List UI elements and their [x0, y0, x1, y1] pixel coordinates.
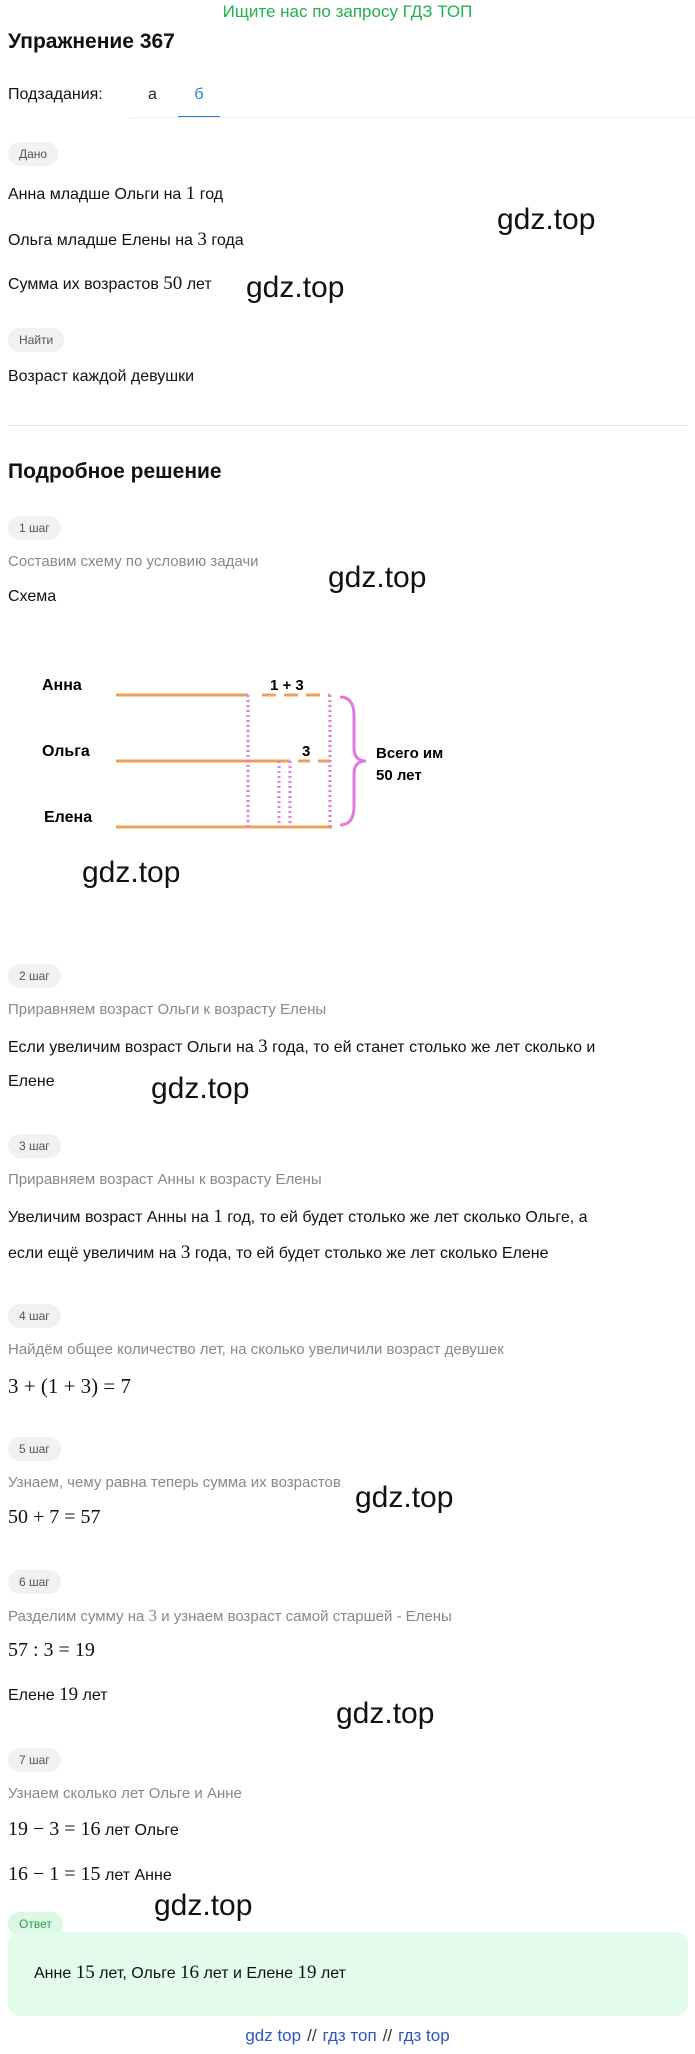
step-1-desc: Составим схему по условию задачи	[8, 553, 259, 570]
scheme-label-mid: 3	[302, 743, 311, 760]
age-scheme	[30, 660, 470, 845]
page-title: Упражнение 367	[8, 30, 175, 53]
step-2-desc: Приравняем возраст Ольги к возрасту Елены	[8, 1001, 327, 1018]
subtasks-label: Подзадания:	[8, 86, 103, 103]
watermark: gdz.top	[151, 1072, 250, 1105]
find-text: Возраст каждой девушки	[8, 368, 195, 385]
step-7-formula-2: 16 − 1 = 15 лет Анне	[8, 1863, 172, 1885]
watermark: gdz.top	[246, 271, 345, 304]
step-3-text-2: если ещё увеличим на 3 года, то ей будет столько же лет сколько Елене	[8, 1242, 549, 1263]
step-7-formula-1: 19 − 3 = 16 лет Ольге	[8, 1818, 179, 1840]
find-badge: Найти	[8, 328, 64, 352]
step-1-badge: 1 шаг	[8, 516, 61, 540]
footer-link-gdz-top-ru[interactable]: гдз топ	[322, 2026, 377, 2045]
step-2-text-cont: Елене	[8, 1073, 55, 1090]
scheme-name-anna: Анна	[42, 677, 82, 694]
answer-text: Анне 15 лет, Ольге 16 лет и Елене 19 лет	[34, 1962, 346, 1983]
step-2-text: Если увеличим возраст Ольги на 3 года, то ей станет столько же лет сколько и	[8, 1036, 596, 1057]
watermark: gdz.top	[82, 856, 181, 889]
section-divider	[8, 425, 688, 426]
given-line-3: Сумма их возрастов 50 лет	[8, 273, 212, 294]
scheme-name-elena: Елена	[44, 809, 93, 826]
step-7-badge: 7 шаг	[8, 1748, 61, 1772]
search-hint-banner: Ищите нас по запросу ГДЗ ТОП	[222, 2, 473, 21]
step-4-formula: 3 + (1 + 3) = 7	[8, 1374, 132, 1398]
step-3-text-1: Увеличим возраст Анны на 1 год, то ей будет столько же лет сколько Ольге, а	[8, 1206, 588, 1227]
step-7-desc: Узнаем сколько лет Ольге и Анне	[8, 1785, 242, 1802]
step-5-desc: Узнаем, чему равна теперь сумма их возрастов	[8, 1474, 341, 1491]
step-6-formula: 57 : 3 = 19	[8, 1639, 95, 1661]
watermark: gdz.top	[355, 1481, 454, 1514]
step-6-badge: 6 шаг	[8, 1570, 61, 1594]
step-5-formula: 50 + 7 = 57	[8, 1506, 101, 1528]
solution-title: Подробное решение	[8, 460, 222, 483]
step-3-badge: 3 шаг	[8, 1134, 61, 1158]
step-6-result: Елене 19 лет	[8, 1684, 108, 1705]
watermark: gdz.top	[328, 561, 427, 594]
scheme-total-line-2: 50 лет	[376, 767, 422, 784]
step-2-badge: 2 шаг	[8, 964, 61, 988]
watermark: gdz.top	[336, 1697, 435, 1730]
scheme-total-line-1: Всего им	[376, 745, 444, 762]
step-5-badge: 5 шаг	[8, 1437, 61, 1461]
tab-b[interactable]: б	[178, 86, 220, 118]
scheme-label-top: 1 + 3	[270, 677, 304, 694]
footer-links: gdz top // гдз топ // гдз top	[245, 2026, 450, 2045]
given-line-1: Анна младше Ольги на 1 год	[8, 183, 224, 204]
step-4-badge: 4 шаг	[8, 1304, 61, 1328]
step-4-desc: Найдём общее количество лет, на сколько увеличили возраст девушек	[8, 1341, 504, 1358]
footer-link-gdz-top-mixed[interactable]: гдз top	[398, 2026, 450, 2045]
watermark: gdz.top	[497, 203, 596, 236]
footer-link-gdz-top[interactable]: gdz top	[245, 2026, 302, 2045]
given-badge: Дано	[8, 142, 58, 166]
tabs-underline	[130, 117, 695, 118]
scheme-name-olga: Ольга	[42, 743, 90, 760]
step-3-desc: Приравняем возраст Анны к возрасту Елены	[8, 1171, 322, 1188]
step-1-text: Схема	[8, 588, 57, 605]
scheme-brace	[340, 697, 366, 825]
given-line-2: Ольга младше Елены на 3 года	[8, 229, 244, 250]
tab-a[interactable]: а	[148, 86, 157, 103]
step-6-desc: Разделим сумму на 3 и узнаем возраст самой старшей - Елены	[8, 1606, 452, 1625]
watermark: gdz.top	[154, 1889, 253, 1922]
answer-badge: Ответ	[8, 1912, 63, 1936]
